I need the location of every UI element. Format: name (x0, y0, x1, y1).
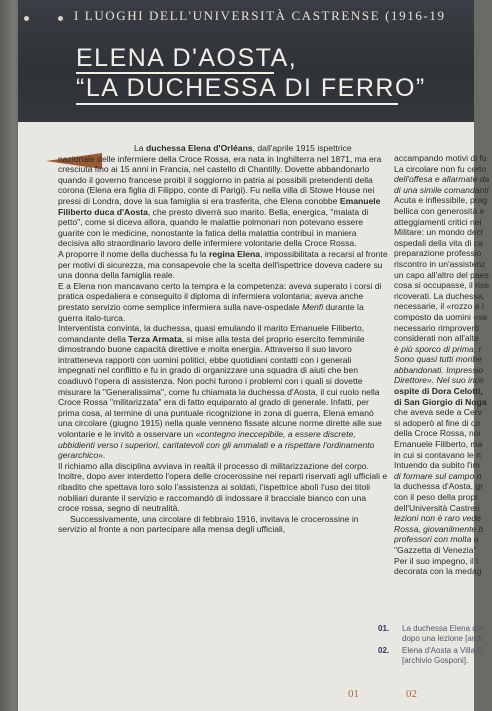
bold-name-regina: regina Elena (208, 248, 261, 259)
right-column-line: ricoverati. La duchessa, (394, 290, 485, 301)
note-text (402, 646, 483, 665)
right-column-line: un capo all'altro del paes (394, 269, 489, 280)
paragraph-4 (58, 323, 388, 461)
text-run: A proporre il nome della duchessa fu la (58, 248, 209, 259)
bold-terza-armata: Terza Armata (128, 333, 182, 344)
right-text-column (394, 153, 492, 577)
right-column-line: ospedali della vita di ca (394, 237, 483, 248)
right-column-line: accampando motivi di fu (394, 153, 487, 163)
right-column-line: necessarie, il «rozzo e i (394, 301, 484, 312)
page-number-right: 02 (406, 688, 417, 700)
text-run: Interventista convinta, la duchessa, quasi emulando il marito Emanuele Filiberto, comandante della (58, 323, 365, 344)
page-title-line-1: ELENA D'AOSTA, (76, 44, 298, 72)
text-run: La (134, 143, 146, 153)
right-column-line: decorata con la medag (394, 566, 482, 577)
right-column-line: di formare sul campo n (394, 470, 482, 481)
header-dot (24, 16, 29, 21)
right-column-line: di una simile comandanti (394, 184, 489, 195)
right-column-line: dell'offesa e allarmate da (394, 174, 490, 185)
right-column-line: necessario rimproverò (394, 322, 480, 333)
right-column-line: si adoperò al fine di co (394, 417, 480, 428)
right-column-line: Militare: un mondo decl (394, 227, 483, 238)
paragraph-6: Successivamente, una circolare di febbraio 1916, invitava le crocerossine in servizio al fronte a non partecipare alla mensa degli ufficiali, (58, 513, 359, 535)
panel-header (18, 0, 474, 122)
right-column-line: professori con molta a (394, 534, 479, 545)
note-number: 02. (378, 646, 390, 656)
right-column-line: Rossa, giovanilmente b (394, 523, 484, 534)
text-run: durante la guerra italo-turca. (58, 301, 364, 323)
header-dot (58, 16, 63, 21)
right-column-line: "Gazzetta di Venezia" (394, 544, 477, 555)
right-column-line: preparazione professio (394, 248, 482, 259)
bold-name-elena: duchessa Elena d'Orléans (145, 143, 253, 153)
right-column-line: Intuendo da subito l'im (394, 460, 480, 471)
text-run: , si mise alla testa del proprio esercito femminile dimostrando buone capacità direttive e molta energia. Attraverso il suo lavoro intratteneva rapporti con uomini politici, ebbe quotidiani contatti con i generali impegnati nel conflitto e fu in grado di organizzare una squadra di aiuti che ben coadiuvò l'opera di assistenza. Non pochi furono i problemi con i quali si dovette misurare la "Generalissima", come fu chiamata la duchessa d'Aosta, il cui ruolo nella Croce Rossa "militarizzata" era di fatto equiparato al grado di generale. Infatti, per prima cosa, al termine di una puntuale ricognizione in zona di guerra, Elena emanò una circolare (giugno 1915) nella quale venneno fissate alcune norme dirette alle sue volontarie e le invitò a osservare un « (58, 333, 382, 440)
right-column-line: Acuta e inflessibile, prag (394, 195, 488, 206)
right-column-line: considerati non all'alte (394, 333, 479, 344)
paragraph-5: Il richiamo alla disciplina avviava in realtà il processo di militarizzazione del corpo. Inoltre, dopo aver interdetto l'opera delle crocerossine nei reparti riservati agli ufficiali e ribadito che spettava loro solo l'assistenza ai soldati, l'ispettrice abolì l'uso dei titoli nobiliari durante il servizio e raccomandò di indossare il bracciale bianco con una croce rossa, segno di neutralità. (58, 460, 388, 514)
series-title: I LUOGHI DELL'UNIVERSITÀ CASTRENSE (1916-19 (74, 8, 446, 23)
right-column-line: atteggiamenti critici nei (394, 216, 482, 227)
text-run: , impossibilitata a recarsi al fronte per motivi di sicurezza, ma consapevole che la scelta dell'ispettrice doveva cadere su una donna della famiglia reale. (58, 248, 388, 281)
information-panel (18, 0, 490, 711)
text-run: E a Elena non mancavano certo la tempra e la competenza: aveva superato i corsi di pratica ospedaliera e conseguito il diploma di infermiera volontaria; aveva anche prestato servizio come semplice infermiera sulla nave-ospedale (58, 280, 382, 312)
right-column-line: la duchessa d'Aosta, gr (394, 481, 484, 492)
text-run: , dall'aprile 1915 ispettrice nazionale delle infermiere della Croce Rossa, era nata in Inghilterra nel 1871, ma era cresciuta fino ai 15 anni in Francia, nel castello di Chantilly. Dovette abbandonarlo quando il governo francese proibì il soggiorno in patria ai possibili pretendenti della corona (Elena era figlia di Filippo, conte di Parigi). Fu nella villa di Stowe House nei pressi di Londra, dove la sua famiglia si era trasferita, che Elena conobbe (58, 143, 382, 206)
paragraph-2 (58, 249, 388, 281)
italic-quote: contegno ineccepibile, a essere discrete, ubbidienti verso i superiori, caritatevoli con gli ammalati e a rispettare l'ordinamento gerarchico (58, 429, 375, 461)
page-number-left: 01 (348, 688, 359, 700)
right-column-line: Sono quasi tutti moribe (394, 354, 482, 365)
right-column-line: ospite di Dora Celotti, (394, 386, 483, 397)
right-column-line: Emanuele Filiberto, ma (394, 439, 483, 450)
right-column-line: in cui si contavano le n (394, 449, 481, 460)
title-underline (76, 103, 398, 105)
paragraph-1 (58, 143, 388, 249)
note-line: dopo una lezione [arch (402, 633, 483, 643)
italic-ship-name: Menfi (302, 301, 324, 312)
right-column-line: Direttore». Nel suo ince (394, 375, 484, 386)
main-text-column (58, 143, 388, 535)
note-text (402, 624, 484, 643)
right-column-line: cosa si occupasse, il rise (394, 280, 490, 291)
text-run: , che presto diverrà suo marito. Bella, energica, "malata di petto", come si diceva allora, quando le malattie polmonari non potevano essere guarite con le medicine, nonostante la fatica della malattia contribuì in maniera decisiva allo straordinario lavoro delle infermiere volontarie della Croce Rossa. (58, 206, 369, 249)
right-column-line: lezioni non è raro vede (394, 513, 481, 524)
bold-name-emanuele: Emanuele Filiberto duca d'Aosta (58, 195, 381, 217)
right-column-line: La circolare non fu certo (394, 163, 487, 174)
paragraph-3 (58, 281, 388, 323)
right-column-line: dell'Università Castren (394, 502, 480, 513)
right-column-line: è più sporco di prima, r (394, 343, 482, 354)
right-column-line: con il peso della propr (394, 492, 479, 502)
note-line: Elena d'Aosta a Villa C (402, 646, 483, 656)
right-column-line: Per il suo impegno, il l (394, 555, 479, 566)
text-run: ». (98, 450, 106, 461)
right-column-line: abbandonati. Impressio (394, 364, 484, 375)
page-title-line-2: “LA DUCHESSA DI FERRO” (76, 74, 426, 102)
photo-notes (378, 624, 492, 668)
note-item (378, 646, 492, 665)
right-column-line: riscontro in un'assistenz (394, 258, 486, 269)
right-column-line: che aveva sede a Cerv (394, 407, 482, 418)
note-item (378, 624, 492, 643)
note-number: 01. (378, 624, 390, 633)
right-column-line: composto da uomini «se (394, 311, 488, 322)
right-column-line: della Croce Rossa, nor (394, 428, 482, 439)
note-line: [archivio Gosponi]. (402, 655, 469, 665)
right-column-line: di San Giorgio di Noga (394, 396, 487, 407)
note-line: La duchessa Elena d'A (402, 624, 484, 633)
right-column-line: bellica con generosità e (394, 205, 485, 216)
